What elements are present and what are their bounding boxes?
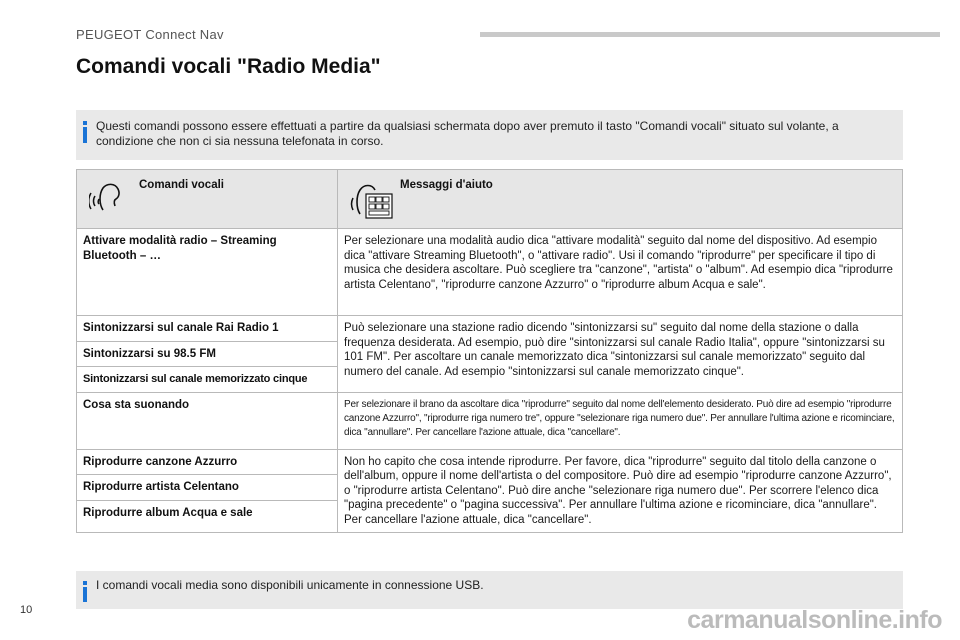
command-cell: Riprodurre artista Celentano (77, 475, 338, 501)
help-cell: Non ho capito che cosa intende riprodurre. Per favore, dica "riprodurre" seguito dal titolo della canzone o dell'album, oppure il nome dell'artista o del compositore. Può dire ad esempio "riprodurre canzone Azzurro", o "riprodurre artista Celentano". Può dire anche "selezionare riga numero due". Per scorrere l'elenco dica "pagina precedente" o "pagina successiva". Per annullare l'ultima azione e ricominciare, dica "annullare". Per cancellare l'azione attuale, dica "cancellare". (338, 449, 903, 533)
watermark: carmanualsonline.info (687, 606, 942, 634)
command-cell: Sintonizzarsi sul canale memorizzato cinque (77, 367, 338, 393)
info-box-top (76, 110, 903, 160)
info-text-bottom: I comandi vocali media sono disponibili unicamente in connessione USB. (96, 578, 484, 592)
table-row (77, 316, 903, 342)
command-cell: Riprodurre canzone Azzurro (77, 449, 338, 475)
info-text-top: Questi comandi possono essere effettuati a partire da qualsiasi schermata dopo aver premuto il tasto "Comandi vocali" situato sul volante, a condizione che non ci sia nessuna telefonata in corso. (96, 119, 839, 148)
voice-command-icon (89, 180, 125, 219)
header-label-help: Messaggi d'aiuto (400, 179, 493, 191)
table-header-row (77, 170, 903, 229)
command-cell: Attivare modalità radio – Streaming Bluetooth – … (77, 229, 338, 316)
header-bar (480, 32, 940, 37)
voice-help-keypad-icon (350, 180, 394, 225)
command-cell: Riprodurre album Acqua e sale (77, 501, 338, 533)
command-cell: Sintonizzarsi su 98.5 FM (77, 341, 338, 367)
running-header: PEUGEOT Connect Nav (76, 27, 224, 42)
info-icon (83, 127, 87, 143)
command-cell: Cosa sta suonando (77, 392, 338, 449)
page-number: 10 (20, 604, 33, 616)
header-label-commands: Comandi vocali (139, 179, 224, 191)
header-cell-commands (77, 170, 338, 229)
table-row (77, 392, 903, 449)
help-cell: Per selezionare una modalità audio dica "attivare modalità" seguito dal nome del dispositivo. Ad esempio dica "attivare Streaming Bluetooth", o "attivare radio". Usi il comando "riprodurre" per specificare il tipo di musica che desidera ascoltare. Può scegliere tra "canzone", "artista" o "album". Ad esempio dica "riprodurre artista Celentano", "riprodurre canzone Azzurro" o "riprodurre album Acqua e sale". (338, 229, 903, 316)
info-icon (83, 587, 87, 602)
header-cell-help (338, 170, 903, 229)
table-row (77, 229, 903, 316)
help-cell: Per selezionare il brano da ascoltare dica "riprodurre" seguito dal nome dell'elemento desiderato. Può dire ad esempio "riprodurre canzone Azzurro", "riprodurre riga numero tre", oppure "selezionare riga numero due". Per annullare l'ultima azione e ricominciare, dica "annullare". Per cancellare l'azione attuale, dica "cancellare". (338, 392, 903, 449)
table-row (77, 449, 903, 475)
page-title: Comandi vocali "Radio Media" (76, 55, 381, 78)
help-cell: Può selezionare una stazione radio dicendo "sintonizzarsi su" seguito dal nome della stazione o dalla frequenza desiderata. Ad esempio, può dire "sintonizzarsi sul canale Radio Italia", oppure "sintonizzarsi su 101 FM". Per ascoltare un canale memorizzato dica "sintonizzarsi sul canale memorizzato" seguito dal numero del canale. Ad esempio "sintonizzarsi sul canale memorizzato cinque". (338, 316, 903, 393)
info-box-bottom (76, 571, 903, 609)
voice-commands-table (76, 169, 903, 533)
command-cell: Sintonizzarsi sul canale Rai Radio 1 (77, 316, 338, 342)
